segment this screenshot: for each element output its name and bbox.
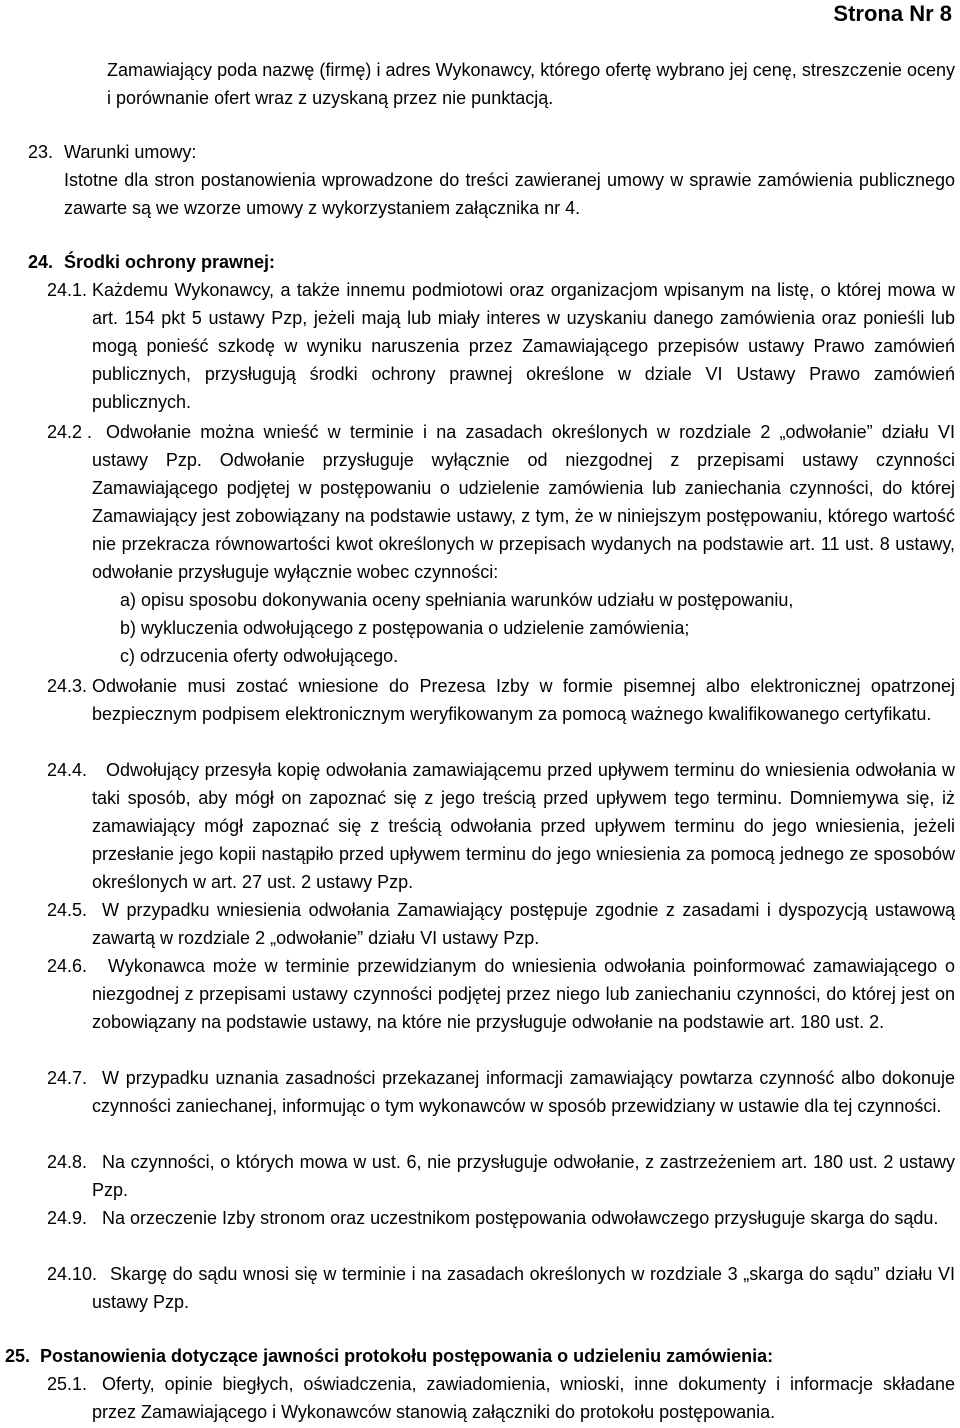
paragraph-24-7-number: 24.7. bbox=[47, 1068, 88, 1088]
paragraph-24-9-number: 24.9. bbox=[47, 1208, 88, 1228]
paragraph-24-2-text: Odwołanie można wnieść w terminie i na zasadach określonych w rozdziale 2 „odwołanie” działu VI ustawy Pzp. Odwołanie przysługuje wyłącznie od niezgodnej z przepisami ustawy czynności Zamawiającego podjętej w postępowaniu o udzielenie zamówienia lub zaniechania czynności, do której Zamawiający jest zobowiązany na podstawie ustawy, z tym, że w niniejszym postępowaniu, którego wartość nie przekracza równowartości kwot określonych w przepisach wydanych na podstawie art. 11 ust. 8 ustawy, odwołanie przysługuje wyłącznie wobec czynności: bbox=[92, 422, 955, 582]
paragraph-24-1-number: 24.1. bbox=[47, 280, 88, 300]
paragraph-24-8-text: Na czynności, o których mowa w ust. 6, nie przysługuje odwołanie, z zastrzeżeniem art. 180 ust. 2 ustawy Pzp. bbox=[92, 1152, 955, 1200]
paragraph-24-10-text: Skargę do sądu wnosi się w terminie i na zasadach określonych w rozdziale 3 „skarga do sądu” działu VI ustawy Pzp. bbox=[92, 1264, 955, 1312]
paragraph-24-4-number: 24.4. bbox=[47, 760, 88, 780]
list-item-c: c) odrzucenia oferty odwołującego. bbox=[120, 646, 399, 666]
paragraph-24-6-text: Wykonawca może w terminie przewidzianym do wniesienia odwołania poinformować zamawiającego o niezgodnej z przepisami ustawy czynności podjętej przez niego lub zaniechaniu czynności, do której jest on zobowiązany na podstawie ustawy, na które nie przysługuje odwołanie na podstawie art. 180 ust. 2. bbox=[92, 956, 955, 1032]
paragraph-24-5-text: W przypadku wniesienia odwołania Zamawiający postępuje zgodnie z zasadami i dyspozycją ustawową zawartą w rozdziale 2 „odwołanie” działu VI ustawy Pzp. bbox=[92, 900, 955, 948]
paragraph-24-8-number: 24.8. bbox=[47, 1152, 88, 1172]
section-24-title: Środki ochrony prawnej: bbox=[64, 252, 276, 272]
paragraph-24-9-text: Na orzeczenie Izby stronom oraz uczestnikom postępowania odwoławczego przysługuje skarga do sądu. bbox=[102, 1208, 939, 1228]
paragraph-25-1-text: Oferty, opinie biegłych, oświadczenia, zawiadomienia, wnioski, inne dokumenty i informacje składane przez Zamawiającego i Wykonawców stanowią załączniki do protokołu postępowania. bbox=[92, 1374, 955, 1422]
section-23-number: 23. bbox=[28, 142, 54, 162]
paragraph-24-1-text: Każdemu Wykonawcy, a także innemu podmiotowi oraz organizacjom wpisanym na listę, o której mowa w art. 154 pkt 5 ustawy Pzp, jeżeli mają lub miały interes w uzyskaniu danego zamówienia oraz ponieśli lub mogą ponieść szkodę w wyniku naruszenia przez Zamawiającego przepisów ustawy Prawo zamówień publicznych, przysługują środki ochrony prawnej określone w dziale VI Ustawy Prawo zamówień publicznych. bbox=[92, 280, 955, 412]
section-25-title: Postanowienia dotyczące jawności protokołu postępowania o udzieleniu zamówienia: bbox=[40, 1346, 774, 1366]
paragraph-24-7-text: W przypadku uznania zasadności przekazanej informacji zamawiający powtarza czynność albo dokonuje czynności zaniechanej, informując o tym wykonawców w sposób przewidziany w ustawie dla tej czynności. bbox=[92, 1068, 955, 1116]
paragraph-24-5-number: 24.5. bbox=[47, 900, 88, 920]
paragraph-24-3-number: 24.3. bbox=[47, 676, 88, 696]
paragraph-24-3-text: Odwołanie musi zostać wniesione do Prezesa Izby w formie pisemnej albo elektronicznej opatrzonej bezpiecznym podpisem elektronicznym weryfikowanym za pomocą ważnego kwalifikowanego certyfikatu. bbox=[92, 676, 955, 724]
paragraph-24-10-number: 24.10. bbox=[47, 1264, 98, 1284]
section-25-number: 25. bbox=[5, 1346, 31, 1366]
list-item-a: a) opisu sposobu dokonywania oceny spełniania warunków udziału w postępowaniu, bbox=[120, 590, 794, 610]
section-23-text: Istotne dla stron postanowienia wprowadzone do treści zawieranej umowy w sprawie zamówienia publicznego zawarte są we wzorze umowy z wykorzystaniem załącznika nr 4. bbox=[64, 170, 955, 218]
section-23-title: Warunki umowy: bbox=[64, 142, 197, 162]
paragraph-24-6-number: 24.6. bbox=[47, 956, 88, 976]
paragraph-25-1-number: 25.1. bbox=[47, 1374, 88, 1394]
paragraph-24-2-number: 24.2 . bbox=[47, 422, 93, 442]
paragraph-24-4-text: Odwołujący przesyła kopię odwołania zamawiającemu przed upływem terminu do wniesienia odwołania w taki sposób, aby mógł on zapoznać się z jego treścią przed upływem tego terminu. Domniemywa się, iż zamawiający mógł zapoznać się z treścią odwołania przed upływem terminu do jego wniesienia, jeżeli przesłanie jego kopii nastąpiło przed upływem terminu do jego wniesienia za pomocą jednego ze sposobów określonych w art. 27 ust. 2 ustawy Pzp. bbox=[92, 760, 955, 892]
intro-paragraph: Zamawiający poda nazwę (firmę) i adres Wykonawcy, którego ofertę wybrano jej cenę, streszczenie oceny i porównanie ofert wraz z uzyskaną przez nie punktacją. bbox=[107, 60, 955, 108]
section-24-number: 24. bbox=[28, 252, 54, 272]
page-number: Strona Nr 8 bbox=[833, 1, 952, 26]
list-item-b: b) wykluczenia odwołującego z postępowania o udzielenie zamówienia; bbox=[120, 618, 690, 638]
